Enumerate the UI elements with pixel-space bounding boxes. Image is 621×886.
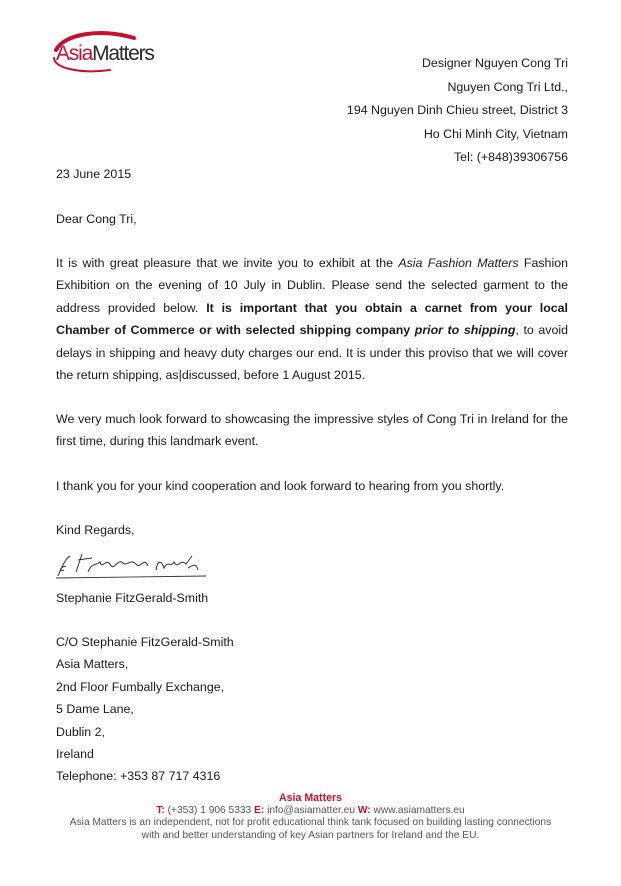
asia-matters-logo bbox=[50, 28, 160, 76]
contact-line: Asia Matters, bbox=[56, 657, 129, 672]
event-name: Asia Fashion Matters bbox=[398, 256, 519, 270]
carnet-notice: It is important that you obtain a carnet from your local Chamber of Commerce or with selected shipping company bbox=[56, 300, 568, 338]
recipient-city: Ho Chi Minh City, Vietnam bbox=[423, 126, 568, 141]
salutation: Dear Cong Tri, bbox=[56, 212, 137, 226]
footer-phone: (+353) 1 906 5333 bbox=[164, 804, 255, 816]
recipient-tel: Tel: (+848)39306756 bbox=[453, 150, 568, 164]
footer-contacts: T: (+353) 1 906 5333 E: info@asiamatter.eu W: www.asiamatters.eu bbox=[156, 804, 465, 816]
footer-description: Asia Matters is an independent, not for profit educational think tank focused on building lasting connections bbox=[69, 817, 552, 829]
contact-telephone: Telephone: +353 87 717 4316 bbox=[56, 769, 221, 784]
footer-org: Asia Matters bbox=[279, 792, 342, 804]
footer-email[interactable]: info@asiamatter.eu bbox=[264, 804, 358, 816]
sender-contact bbox=[56, 631, 568, 788]
paragraph-invitation: It is with great pleasure that we invite you to exhibit at the Asia Fashion Matters Fashion Exhibition on the evening of 10 July in Dublin. Please send the selected garment to the address provided below. It is important that you obtain a carnet from your local Chamber of Commerce or with selected shipping company prior to shipping, to avoid delays in shipping and heavy duty charges our end. It is under this proviso that we will cover the return shipping, as|discussed, before 1 August 2015. bbox=[56, 256, 568, 383]
footer-description: with and better understanding of key Asian partners for Ireland and the EU. bbox=[141, 829, 480, 841]
contact-line: Ireland bbox=[56, 747, 94, 762]
signer-name: Stephanie FitzGerald-Smith bbox=[56, 591, 209, 605]
closing: Kind Regards, bbox=[56, 523, 135, 537]
footer-website[interactable]: www.asiamatters.eu bbox=[370, 804, 465, 816]
contact-line: 5 Dame Lane, bbox=[56, 702, 134, 717]
handwritten-signature bbox=[52, 548, 212, 582]
contact-line: 2nd Floor Fumbally Exchange, bbox=[56, 679, 225, 694]
prior-to-shipping: prior to shipping bbox=[414, 323, 516, 338]
recipient-name: Designer Nguyen Cong Tri bbox=[421, 56, 568, 70]
contact-line: C/O Stephanie FitzGerald-Smith bbox=[56, 635, 234, 649]
contact-line: Dublin 2, bbox=[56, 724, 105, 739]
recipient-street: 194 Nguyen Dinh Chieu street, District 3 bbox=[346, 103, 568, 117]
recipient-address bbox=[347, 52, 568, 170]
logo-text: AsiaMatters bbox=[56, 42, 154, 65]
letterhead-footer bbox=[0, 792, 621, 842]
recipient-company: Nguyen Cong Tri Ltd., bbox=[447, 79, 568, 94]
paragraph-thanks: I thank you for your kind cooperation and look forward to hearing from you shortly. bbox=[56, 479, 505, 493]
paragraph-showcase: We very much look forward to showcasing the impressive styles of Cong Tri in Ireland for the first time, during this landmark event. bbox=[56, 412, 568, 449]
letter-date: 23 June 2015 bbox=[56, 167, 132, 181]
